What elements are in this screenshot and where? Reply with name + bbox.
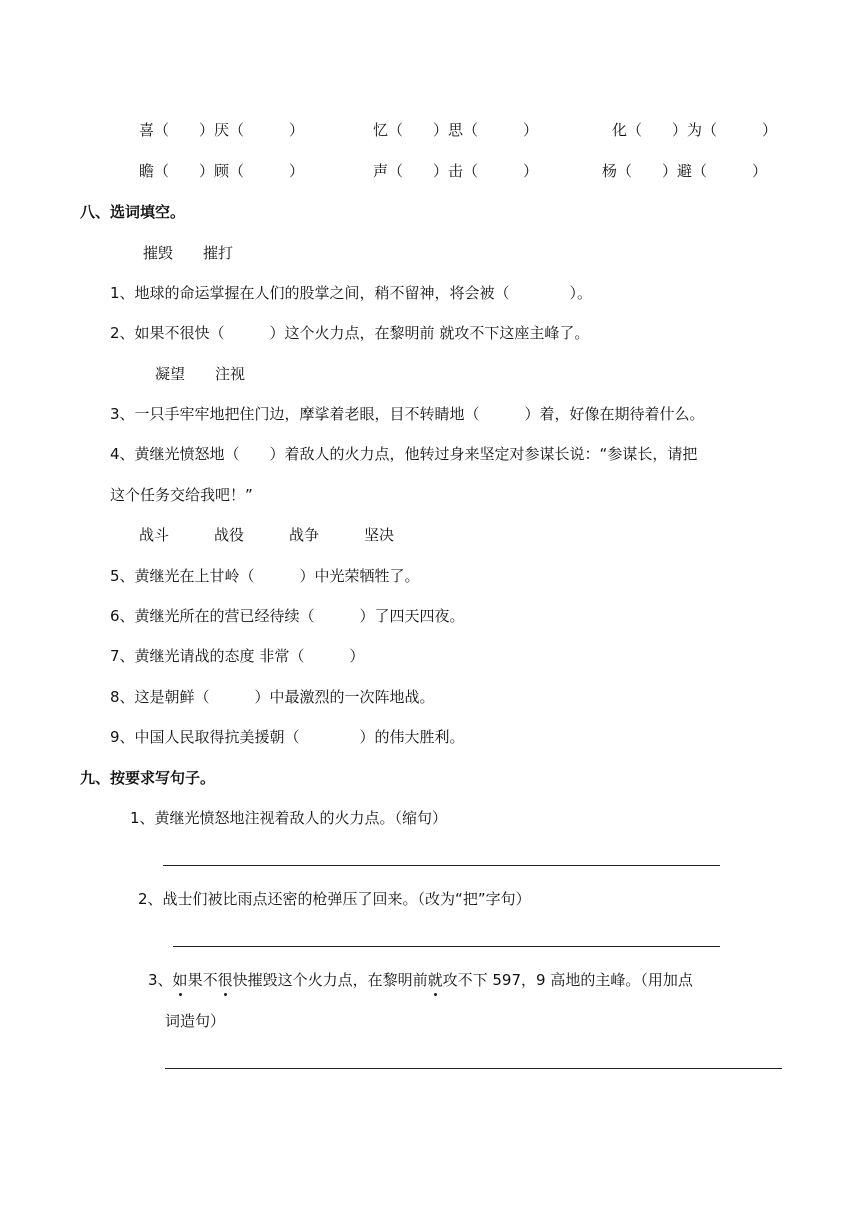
question-item[interactable]: 8、这是朝鲜（ ）中最激烈的一次阵地战。 [110, 688, 435, 706]
section-heading-9: 九、按要求写句子。 [80, 769, 216, 787]
section-heading-8: 八、选词填空。 [80, 203, 186, 221]
question-item[interactable]: 4、黄继光愤怒地（ ）着敌人的火力点，他转过身来坚定对参谋长说：“参谋长，请把 [110, 445, 698, 463]
question-item[interactable]: 2、如果不很快（ ）这个火力点，在黎明前 就攻不下这座主峰了。 [110, 324, 590, 342]
question-number: 3、 [148, 971, 173, 989]
question-item[interactable]: 5、黄继光在上甘岭（ ）中光荣牺牲了。 [110, 567, 420, 585]
emphasis-dot-char: 如 [172, 971, 188, 989]
question-item[interactable]: 3、一只手牢牢地把住门边，摩挲着老眼，目不转睛地（ ）着，好像在期待着什么。 [110, 405, 705, 423]
question-continuation: 这个任务交给我吧！” [110, 486, 253, 504]
word-choices: 凝望 注视 [155, 365, 246, 383]
question-text: 攻不下 597，9 高地的主峰。（用加点 [442, 971, 693, 989]
question-item[interactable]: 6、黄继光所在的营已经待续（ ）了四天四夜。 [110, 607, 465, 625]
answer-line[interactable] [173, 946, 720, 947]
grid-cell[interactable]: 化（ ）为（ ） [612, 121, 778, 139]
grid-cell[interactable]: 忆（ ）思（ ） [373, 121, 539, 139]
word-choices: 摧毁 摧打 [143, 244, 234, 262]
answer-line[interactable] [165, 1068, 782, 1069]
word-choices: 战斗 战役 战争 坚决 [139, 526, 395, 544]
emphasis-dot-char: 就 [427, 971, 443, 989]
answer-line[interactable] [163, 865, 720, 866]
question-item: 1、黄继光愤怒地注视着敌人的火力点。（缩句） [130, 809, 448, 827]
question-item[interactable]: 9、中国人民取得抗美援朝（ ）的伟大胜利。 [110, 728, 465, 746]
emphasis-dot-char: 很 [217, 971, 233, 989]
grid-cell[interactable]: 声（ ）击（ ） [373, 162, 539, 180]
grid-cell[interactable]: 喜（ ）厌（ ） [139, 121, 305, 139]
question-item[interactable]: 7、黄继光请战的态度 非常（ ） [110, 647, 365, 665]
grid-cell[interactable]: 瞻（ ）顾（ ） [139, 162, 305, 180]
question-continuation: 词造句） [165, 1012, 226, 1030]
question-text: 果不 [187, 971, 218, 989]
grid-cell[interactable]: 杨（ ）避（ ） [602, 162, 768, 180]
question-text: 快摧毁这个火力点，在黎明前 [232, 971, 428, 989]
question-item: 2、战士们被比雨点还密的枪弹压了回来。（改为“把”字句） [138, 890, 531, 908]
question-item [148, 970, 693, 990]
question-item[interactable]: 1、地球的命运掌握在人们的股掌之间，稍不留神，将会被（ ）。 [110, 284, 593, 302]
